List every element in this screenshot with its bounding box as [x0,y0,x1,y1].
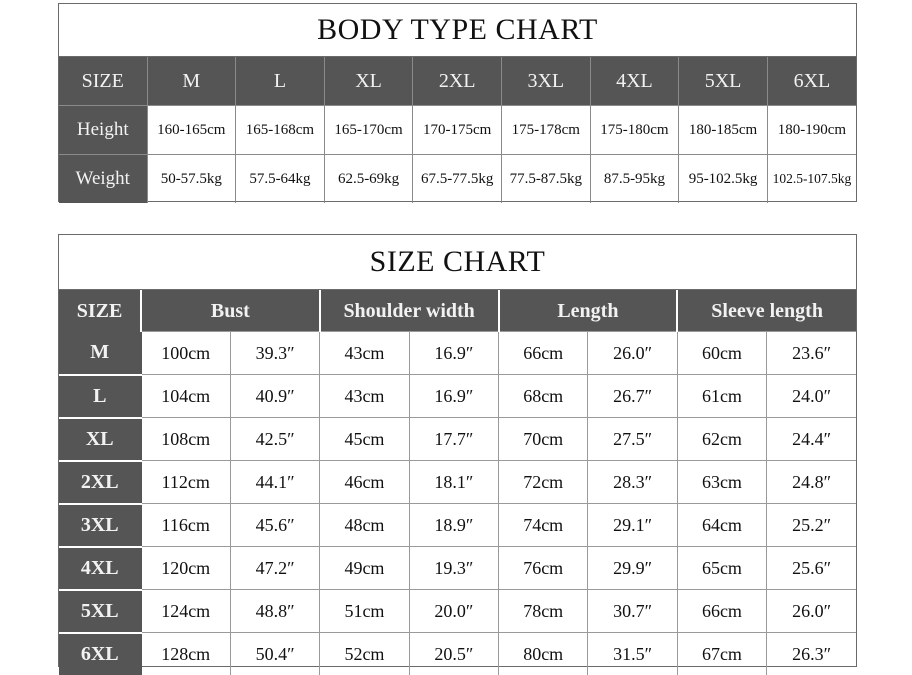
body-type-row-label: Weight [59,155,147,204]
size-cell: 23.6″ [767,332,856,375]
size-cell: 60cm [677,332,766,375]
body-type-cell: 175-178cm [502,106,591,155]
size-cell: 63cm [677,461,766,504]
size-row-5xl [59,590,856,633]
size-row-m [59,332,856,375]
size-cell: 64cm [677,504,766,547]
body-type-size-m: M [147,57,236,106]
size-cell: 24.0″ [767,375,856,418]
size-cell: 31.5″ [588,633,677,675]
size-cell: 70cm [499,418,588,461]
size-cell: 51cm [320,590,409,633]
column-header-bust: Bust [141,291,320,332]
body-type-size-3xl: 3XL [502,57,591,106]
size-cell: 116cm [141,504,230,547]
size-cell: 44.1″ [230,461,319,504]
body-type-size-xl: XL [324,57,413,106]
size-label: M [59,332,141,375]
size-row-3xl [59,504,856,547]
size-cell: 66cm [677,590,766,633]
size-cell: 78cm [499,590,588,633]
size-row-xl [59,418,856,461]
size-cell: 128cm [141,633,230,675]
body-type-cell: 77.5-87.5kg [502,155,591,204]
column-header-shoulder-width: Shoulder width [320,291,499,332]
body-type-size-header: SIZE [59,57,147,106]
size-label: 5XL [59,590,141,633]
body-type-cell: 175-180cm [590,106,679,155]
size-cell: 74cm [499,504,588,547]
size-cell: 28.3″ [588,461,677,504]
size-cell: 45.6″ [230,504,319,547]
body-type-chart [58,3,857,202]
size-cell: 30.7″ [588,590,677,633]
size-cell: 20.5″ [409,633,498,675]
size-cell: 46cm [320,461,409,504]
body-type-row-label: Height [59,106,147,155]
body-type-cell: 57.5-64kg [236,155,325,204]
body-type-cell: 165-170cm [324,106,413,155]
size-cell: 50.4″ [230,633,319,675]
size-cell: 104cm [141,375,230,418]
size-cell: 65cm [677,547,766,590]
body-type-cell: 170-175cm [413,106,502,155]
size-cell: 27.5″ [588,418,677,461]
size-label: 2XL [59,461,141,504]
size-cell: 45cm [320,418,409,461]
size-cell: 29.9″ [588,547,677,590]
size-row-4xl [59,547,856,590]
size-cell: 20.0″ [409,590,498,633]
body-type-cell: 50-57.5kg [147,155,236,204]
size-cell: 43cm [320,332,409,375]
size-cell: 120cm [141,547,230,590]
size-cell: 25.2″ [767,504,856,547]
size-cell: 108cm [141,418,230,461]
size-cell: 26.7″ [588,375,677,418]
size-cell: 39.3″ [230,332,319,375]
body-type-size-4xl: 4XL [590,57,679,106]
size-cell: 43cm [320,375,409,418]
size-cell: 26.0″ [588,332,677,375]
column-header-sleeve-length: Sleeve length [677,291,856,332]
size-label: 3XL [59,504,141,547]
size-cell: 16.9″ [409,375,498,418]
size-cell: 17.7″ [409,418,498,461]
size-cell: 112cm [141,461,230,504]
body-type-table [59,57,856,203]
size-label: L [59,375,141,418]
body-type-cell: 62.5-69kg [324,155,413,204]
size-cell: 48cm [320,504,409,547]
size-cell: 72cm [499,461,588,504]
body-type-cell: 160-165cm [147,106,236,155]
body-type-cell: 180-185cm [679,106,768,155]
body-type-cell: 67.5-77.5kg [413,155,502,204]
body-type-row-height [59,106,856,155]
size-cell: 26.0″ [767,590,856,633]
size-cell: 52cm [320,633,409,675]
size-cell: 16.9″ [409,332,498,375]
size-cell: 61cm [677,375,766,418]
body-type-cell: 102.5-107.5kg [767,155,856,204]
size-cell: 48.8″ [230,590,319,633]
body-type-size-6xl: 6XL [767,57,856,106]
size-cell: 124cm [141,590,230,633]
body-type-chart-title: BODY TYPE CHART [59,4,856,57]
body-type-size-l: L [236,57,325,106]
size-cell: 67cm [677,633,766,675]
size-label: XL [59,418,141,461]
body-type-cell: 87.5-95kg [590,155,679,204]
size-cell: 42.5″ [230,418,319,461]
column-header-length: Length [499,291,678,332]
body-type-header-row [59,57,856,106]
size-chart-title: SIZE CHART [59,235,856,290]
size-label: 6XL [59,633,141,675]
size-label: 4XL [59,547,141,590]
body-type-cell: 165-168cm [236,106,325,155]
body-type-size-5xl: 5XL [679,57,768,106]
body-type-cell: 180-190cm [767,106,856,155]
size-cell: 24.8″ [767,461,856,504]
size-cell: 62cm [677,418,766,461]
size-cell: 25.6″ [767,547,856,590]
size-cell: 66cm [499,332,588,375]
size-cell: 29.1″ [588,504,677,547]
size-cell: 47.2″ [230,547,319,590]
size-row-l [59,375,856,418]
size-cell: 80cm [499,633,588,675]
size-cell: 49cm [320,547,409,590]
size-cell: 68cm [499,375,588,418]
size-cell: 76cm [499,547,588,590]
size-cell: 18.9″ [409,504,498,547]
size-header-row [59,291,856,332]
size-row-2xl [59,461,856,504]
size-cell: 24.4″ [767,418,856,461]
body-type-row-weight [59,155,856,204]
size-cell: 40.9″ [230,375,319,418]
body-type-cell: 95-102.5kg [679,155,768,204]
size-cell: 26.3″ [767,633,856,675]
size-header: SIZE [59,291,141,332]
body-type-size-2xl: 2XL [413,57,502,106]
size-cell: 18.1″ [409,461,498,504]
size-table [59,290,856,675]
size-cell: 19.3″ [409,547,498,590]
size-chart [58,234,857,667]
size-cell: 100cm [141,332,230,375]
